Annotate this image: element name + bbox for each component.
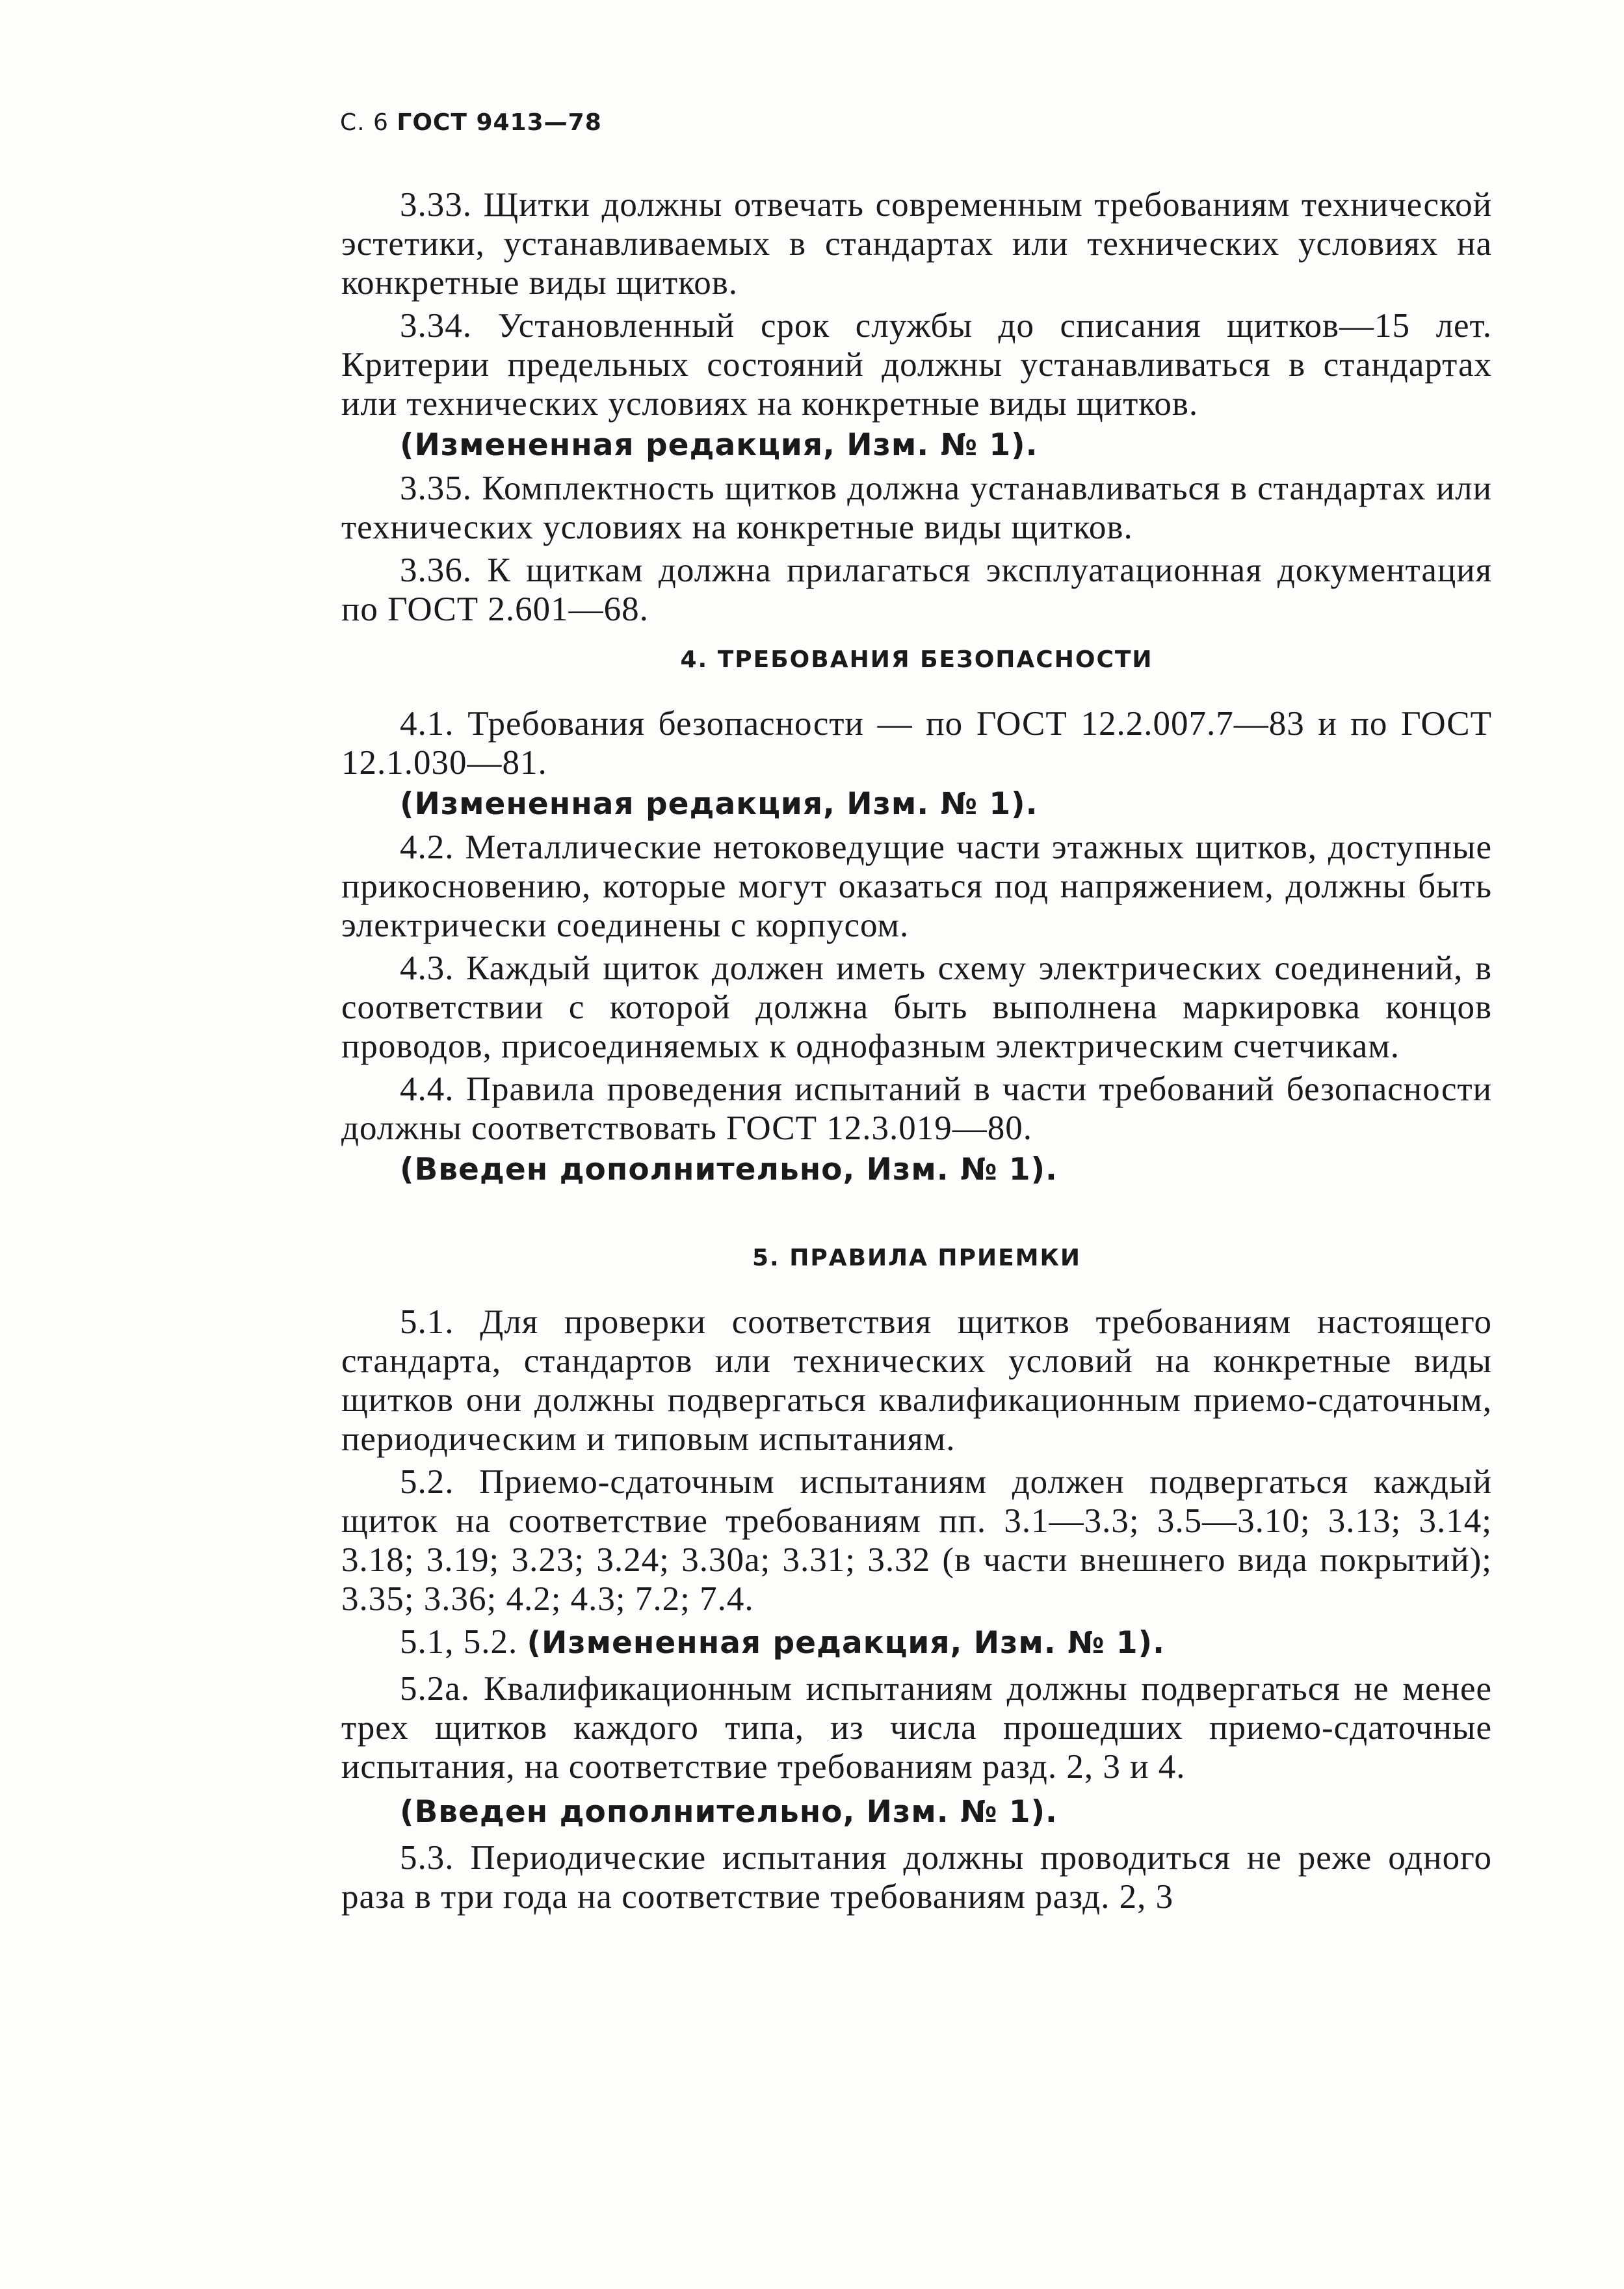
clause-block-3 xyxy=(341,185,1492,629)
amendment-line xyxy=(341,1622,1492,1663)
clause-5-1: 5.1. Для проверки соответствия щитков требованиям настоящего стандарта, стандартов или технических условий на конкретные виды щитков они должны подвергаться квалификационным приемо-сдаточным, периодическим и типовым испытаниям. xyxy=(341,1303,1492,1458)
section-heading: 5. ПРАВИЛА ПРИЕМКИ xyxy=(752,1245,1082,1271)
clause-4-3: 4.3. Каждый щиток должен иметь схему электрических соединений, в соответствии с которой должна быть выполнена маркировка концов проводов, присоединяемых к однофазным электрическим счетчикам. xyxy=(341,949,1492,1065)
standard-designation: ГОСТ 9413—78 xyxy=(397,109,602,136)
addition-note: (Введен дополнительно, Изм. № 1). xyxy=(400,1152,1058,1187)
section-heading: 4. ТРЕБОВАНИЯ БЕЗОПАСНОСТИ xyxy=(680,646,1153,673)
clause-3-34: 3.34. Установленный срок службы до списания щитков—15 лет. Критерии предельных состояний должны устанавливаться в стандартах или технических условиях на конкретные виды щитков. xyxy=(341,307,1492,423)
clause-5-3: 5.3. Периодические испытания должны проводиться не реже одного раза в три года на соответствие требованиям разд. 2, 3 xyxy=(341,1839,1492,1916)
section-4 xyxy=(341,641,1492,1189)
amendment-note: (Измененная редакция, Изм. № 1). xyxy=(527,1625,1165,1661)
clause-3-33: 3.33. Щитки должны отвечать современным требованиям технической эстетики, устанавливаемых в стандартах или технических условиях на конкретные виды щитков. xyxy=(341,186,1492,302)
page-number: С. 6 xyxy=(340,109,389,136)
clause-5-2a: 5.2а. Квалификационным испытаниям должны подвергаться не менее трех щитков каждого типа, из числа прошедших приемо-сдаточные испытания, на соответствие требованиям разд. 2, 3 и 4. xyxy=(341,1670,1492,1786)
clause-5-2: 5.2. Приемо-сдаточным испытаниям должен подвергаться каждый щиток на соответствие требованиям пп. 3.1—3.3; 3.5—3.10; 3.13; 3.14; 3.18; 3.19; 3.23; 3.24; 3.30а; 3.31; 3.32 (в части внешнего вида покрытий); 3.35; 3.36; 4.2; 4.3; 7.2; 7.4. xyxy=(341,1463,1492,1618)
clause-3-35: 3.35. Комплектность щитков должна устанавливаться в стандартах или технических условиях на конкретные виды щитков. xyxy=(341,470,1492,546)
amendment-note: (Измененная редакция, Изм. № 1). xyxy=(400,427,1038,463)
clause-4-1: 4.1. Требования безопасности — по ГОСТ 12.2.007.7—83 и по ГОСТ 12.1.030—81. xyxy=(341,705,1492,782)
clause-3-36: 3.36. К щиткам должна прилагаться эксплуатационная документация по ГОСТ 2.601—68. xyxy=(341,551,1492,628)
clause-4-2: 4.2. Металлические нетоковедущие части этажных щитков, доступные прикосновению, которые могут оказаться под напряжением, должны быть электрически соединены с корпусом. xyxy=(341,828,1492,944)
page-header xyxy=(340,109,602,136)
amendment-note: (Измененная редакция, Изм. № 1). xyxy=(400,786,1038,822)
clause-reference: 5.1, 5.2. xyxy=(400,1623,527,1661)
section-5 xyxy=(341,1239,1492,1916)
clause-4-4: 4.4. Правила проведения испытаний в части требований безопасности должны соответствовать ГОСТ 12.3.019—80. xyxy=(341,1070,1492,1147)
addition-note: (Введен дополнительно, Изм. № 1). xyxy=(400,1794,1058,1830)
